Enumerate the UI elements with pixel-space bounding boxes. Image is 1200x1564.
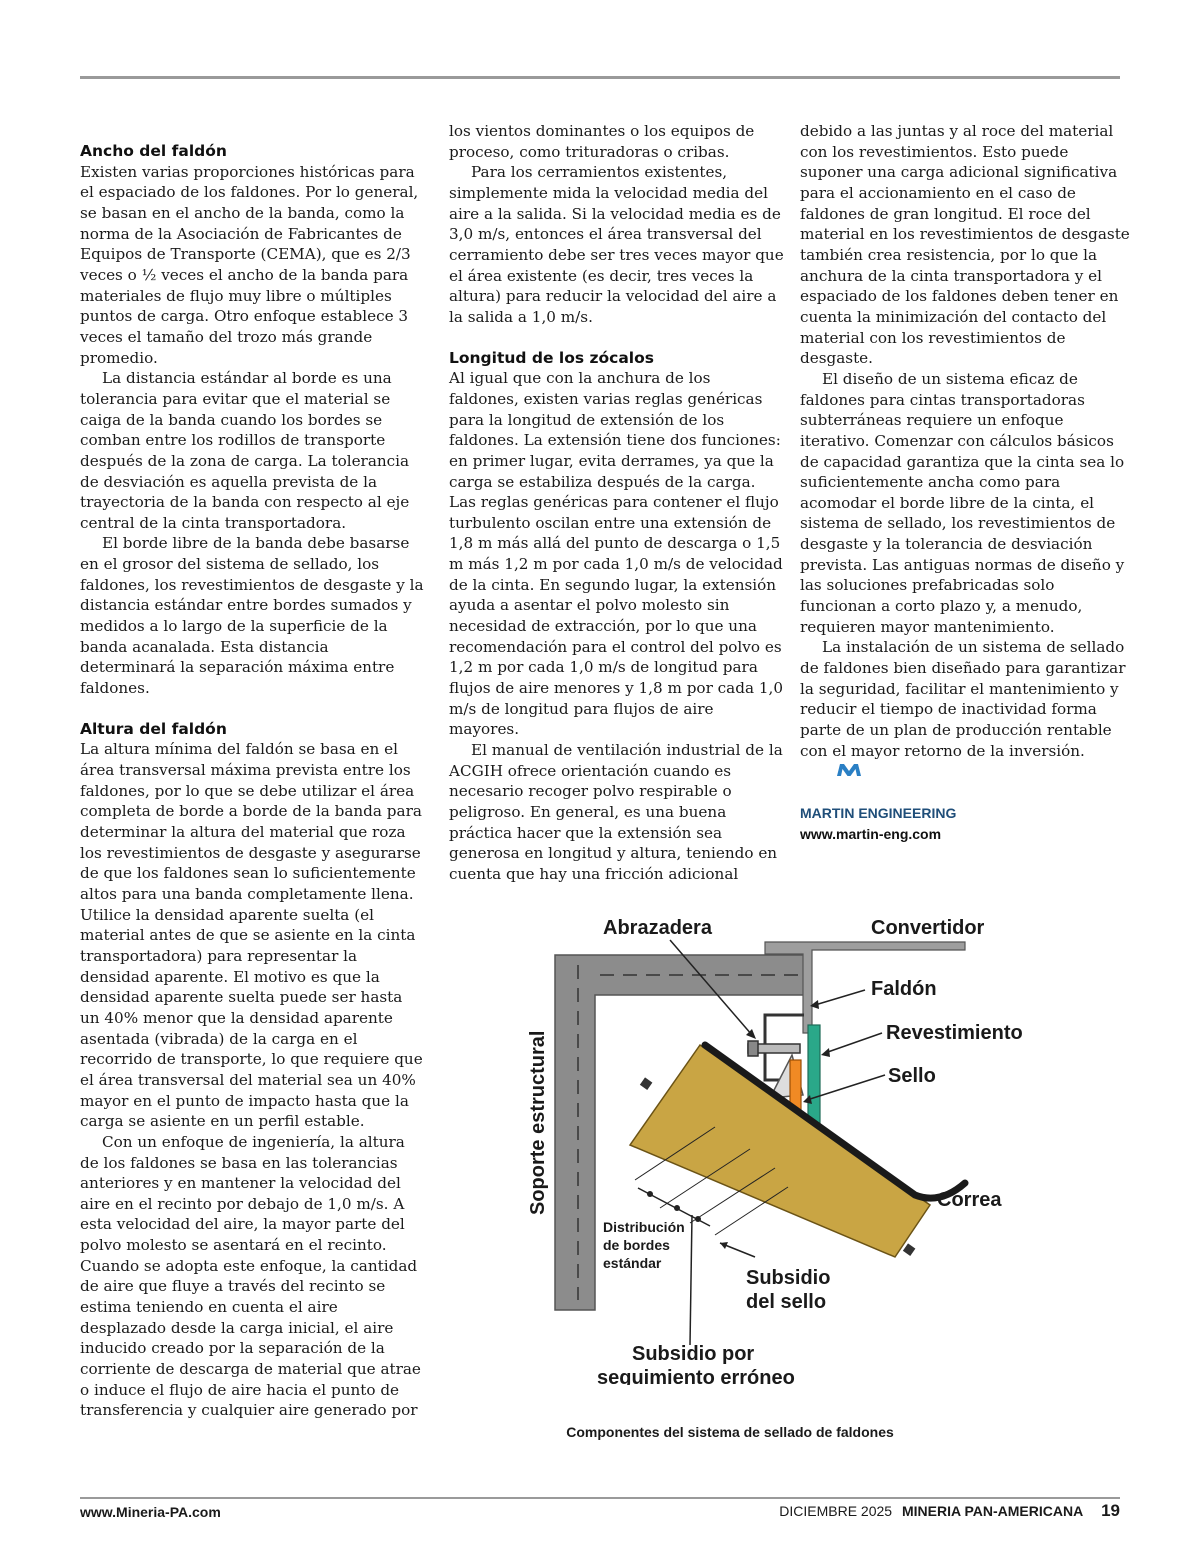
top-rule	[80, 76, 1120, 79]
label-convertidor: Convertidor	[871, 917, 985, 939]
footer-date: DICIEMBRE 2025	[779, 1503, 893, 1519]
martin-logo-svg	[836, 763, 862, 777]
figure-caption: Componentes del sistema de sellado de faldones	[566, 1424, 894, 1440]
heading-altura-del-faldon: Altura del faldón	[80, 719, 227, 738]
clamp-nut	[748, 1041, 758, 1056]
column-1	[80, 141, 425, 1421]
label-subsidio-sello-2: del sello	[746, 1291, 827, 1313]
label-distribucion-1: Distribución	[603, 1219, 685, 1235]
label-distribucion-2: de bordes	[603, 1237, 670, 1253]
idler-mark	[640, 1077, 653, 1090]
dimension-dot	[695, 1216, 701, 1222]
label-faldon: Faldón	[871, 978, 937, 1000]
footer-magazine: MINERIA PAN-AMERICANA	[901, 1503, 1084, 1519]
label-subsidio-seguimiento-1: Subsidio por	[632, 1343, 755, 1365]
paragraph: Con un enfoque de ingeniería, la altura de los faldones se basa en las tolerancias anteriores y en mantener la velocidad del aire en el recinto por debajo de 1,0 m/s. A esta velocidad del aire, la mayor parte del polvo molesto se asentará en el recinto. Cuando se adopta este enfoque, la cantidad de aire que fluye a través del recinto se estima teniendo en cuenta el aire desplazado desde la carga inicial, el aire inducido creado por la separación de la corriente de descarga de material que atrae o induce el flujo de aire hacia el punto de transferencia y cualquier aire generado por	[80, 1132, 421, 1420]
paragraph: Para los cerramientos existentes, simplemente mida la velocidad media del aire a la salida. Si la velocidad media es de 3,0 m/s, entonces el área transversal del cerramiento debe ser tres veces mayor que el área existente (es decir, tres veces la altura) para reducir la velocidad del aire a la salida a 1,0 m/s.	[449, 163, 784, 326]
company-name: MARTIN ENGINEERING	[800, 804, 957, 821]
label-distribucion-3: estándar	[603, 1255, 662, 1271]
paragraph: debido a las juntas y al roce del material con los revestimientos. Esto puede suponer una carga adicional significativa para el accionamiento en el caso de faldones de gran longitud. El roce del material en los revestimientos de desgaste también crea resistencia, por lo que la anchura de la cinta transportadora y el espaciado de los faldones deben tener en cuenta la minimización del contacto del material con los revestimientos de desgaste.	[800, 122, 1130, 368]
label-sello: Sello	[888, 1065, 936, 1087]
label-subsidio-sello-1: Subsidio	[746, 1267, 831, 1289]
skirt-seal-diagram	[520, 905, 1120, 1385]
author-signature	[800, 803, 1130, 845]
idler-mark	[903, 1243, 916, 1256]
paragraph: los vientos dominantes o los equipos de proceso, como trituradoras o cribas.	[449, 122, 755, 161]
paragraph: Existen varias proporciones históricas para el espaciado de los faldones. Por lo general, se basan en el ancho de la banda, como la norma de la Asociación de Fabricantes de Equipos de Transporte (CEMA), que es 2/3 veces o ½ veces el ancho de la banda para materiales de flujo muy libre o múltiples puntos de carga. Otro enfoque establece 3 veces el tamaño del trozo más grande promedio.	[80, 162, 419, 367]
company-url: www.martin-eng.com	[800, 825, 942, 842]
label-abrazadera: Abrazadera	[603, 917, 712, 939]
paragraph: El diseño de un sistema eficaz de faldones para cintas transportadoras subterráneas requiere un enfoque iterativo. Comenzar con cálculos básicos de capacidad garantiza que la cinta sea lo suficientemente ancha como para acomodar el borde libre de la cinta, el sistema de sellado, los revestimientos de desgaste y la tolerancia de desviación prevista. Las antiguas normas de diseño y las soluciones prefabricadas solo funcionan a corto plazo y, a menudo, requieren mayor mantenimiento.	[800, 369, 1125, 636]
paragraph: La distancia estándar al borde es una tolerancia para evitar que el material se caiga de la banda cuando los bordes se comban entre los rodillos de transporte después de la zona de carga. La tolerancia de desviación es aquella prevista de la trayectoria de la banda con respecto al eje central de la cinta transportadora.	[80, 369, 410, 532]
column-2	[449, 121, 784, 885]
label-revestimiento: Revestimiento	[886, 1022, 1023, 1044]
paragraph	[800, 637, 1130, 782]
leader-subsidio-seguimiento	[690, 1215, 692, 1345]
column-3	[800, 121, 1130, 845]
paragraph: La altura mínima del faldón se basa en el área transversal máxima prevista entre los faldones, por lo que se debe utilizar el área completa de borde a borde de la banda para determinar la altura del material que roza los revestimientos de desgaste y asegurarse de que los faldones sean lo suficientemente altos para una banda completamente llena. Utilice la densidad aparente suelta (el material antes de que se asiente en la cinta transportadora) para representar la densidad aparente. El motivo es que la densidad aparente suelta puede ser hasta un 40% menor que la densidad aparente asentada (vibrada) de la carga en el recorrido de transporte, lo que requiere que el área transversal del material sea un 40% mayor en el punto de impacto hasta que la carga se asiente en un perfil estable.	[80, 740, 423, 1131]
diagram-svg	[520, 905, 1120, 1385]
page-number: 19	[1101, 1501, 1120, 1520]
arrow-head	[821, 1048, 830, 1057]
footer-right	[779, 1501, 1120, 1521]
leader-faldon	[815, 990, 865, 1005]
heading-longitud-de-los-zocalos: Longitud de los zócalos	[449, 348, 654, 367]
martin-logo-icon	[814, 762, 862, 783]
label-correa: Correa	[937, 1189, 1002, 1211]
paragraph: El borde libre de la banda debe basarse en el grosor del sistema de sellado, los faldones, los revestimientos de desgaste y la distancia estándar entre bordes sumados y medidos a lo largo de la superficie de la banda acanalada. Esta distancia determinará la separación máxima entre faldones.	[80, 534, 424, 698]
paragraph: El manual de ventilación industrial de la ACGIH ofrece orientación cuando es necesario recoger polvo respirable o peligroso. En general, es una buena práctica hacer que la extensión sea generosa en longitud y altura, teniendo en cuenta que hay una fricción adicional	[449, 741, 783, 883]
dimension-dot	[674, 1205, 680, 1211]
heading-ancho-del-faldon: Ancho del faldón	[80, 142, 227, 160]
paragraph: Al igual que con la anchura de los faldones, existen varias reglas genéricas para la longitud de extensión de los faldones. La extensión tiene dos funciones: en primer lugar, evita derrames, ya que la carga se estabiliza después de la carga. Las reglas genéricas para contener el flujo turbulento oscilan entre una extensión de 1,8 m más allá del punto de descarga o 1,5 m más 1,2 m por cada 1,0 m/s de velocidad de la cinta. En segundo lugar, la extensión ayuda a asentar el polvo molesto sin necesidad de extracción, por lo que una recomendación para el control del polvo es 1,2 m por cada 1,0 m/s de longitud para flujos de aire menores y 1,8 m por cada 1,0 m/s de longitud para flujos de aire mayores.	[449, 369, 783, 739]
leader-revestimiento	[825, 1033, 882, 1053]
footer-url[interactable]: www.Mineria-PA.com	[80, 1504, 221, 1520]
dimension-dot	[647, 1191, 653, 1197]
paragraph-text: La instalación de un sistema de sellado de faldones bien diseñado para garantizar la seguridad, facilitar el mantenimiento y reducir el tiempo de inactividad forma parte de un plan de producción rentable con el mayor retorno de la inversión.	[800, 638, 1126, 760]
label-subsidio-seguimiento-2: seguimiento erróneo	[597, 1367, 795, 1385]
label-soporte-estructural: Soporte estructural	[527, 1030, 549, 1215]
bottom-rule	[80, 1497, 1120, 1499]
